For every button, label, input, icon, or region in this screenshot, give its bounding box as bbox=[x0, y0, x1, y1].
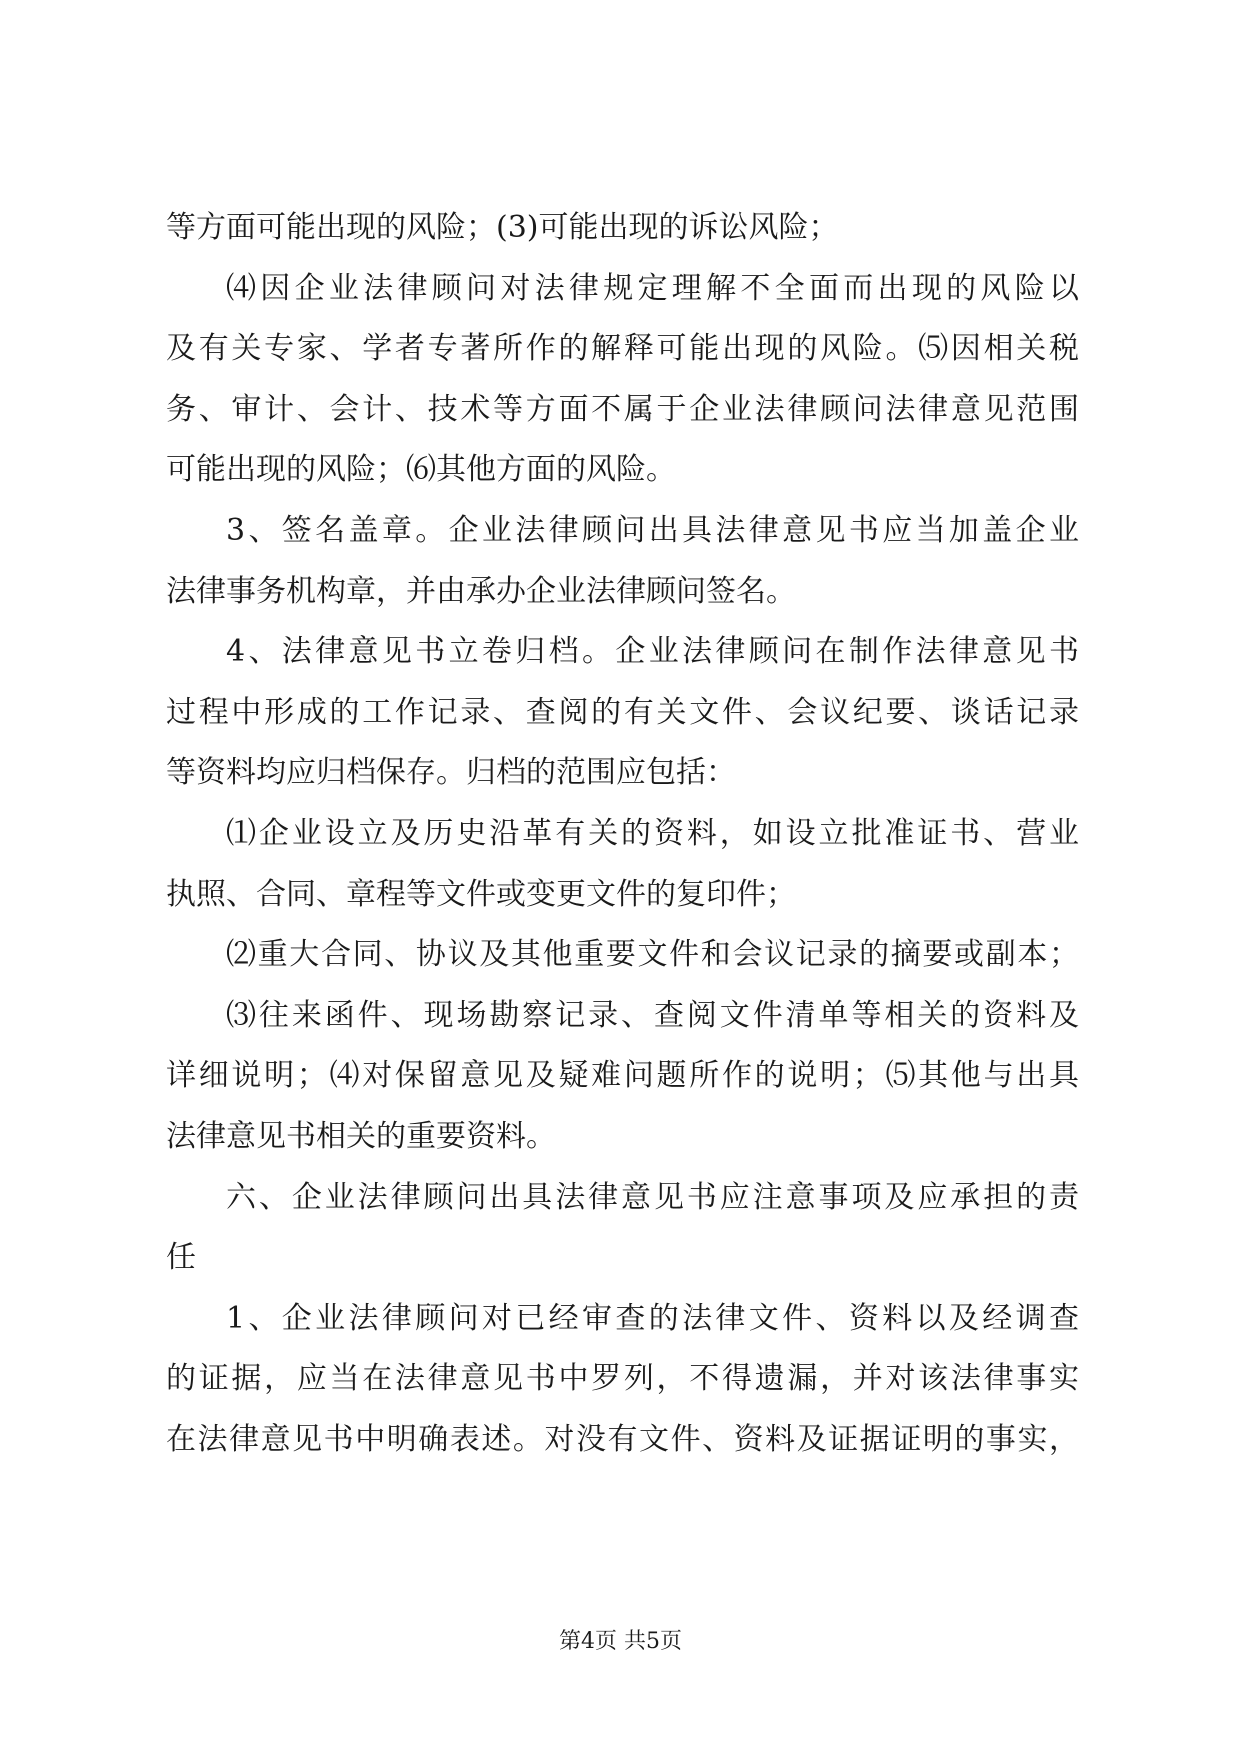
text-line: 执照、合同、章程等文件或变更文件的复印件； bbox=[166, 876, 796, 912]
text-line: ⑶往来函件、现场勘察记录、查阅文件清单等相关的资料及 bbox=[226, 997, 1079, 1033]
section-heading: 六、企业法律顾问出具法律意见书应注意事项及应承担的责 bbox=[226, 1179, 1079, 1215]
text-line: 等资料均应归档保存。归档的范围应包括： bbox=[166, 755, 736, 791]
text-line: ⑴企业设立及历史沿革有关的资料，如设立批准证书、营业 bbox=[226, 815, 1079, 851]
text-line: 详细说明；⑷对保留意见及疑难问题所作的说明；⑸其他与出具 bbox=[166, 1058, 1079, 1094]
text-line: ⑷因企业法律顾问对法律规定理解不全面而出现的风险以 bbox=[226, 270, 1079, 306]
text-line: 在法律意见书中明确表述。对没有文件、资料及证据证明的事实， bbox=[166, 1421, 1079, 1457]
section-heading-continuation: 任 bbox=[166, 1240, 196, 1276]
text-line: 等方面可能出现的风险；(3)可能出现的诉讼风险； bbox=[166, 210, 839, 245]
page-number-footer: 第4页 共5页 bbox=[559, 1629, 682, 1654]
text-line: 可能出现的风险；⑹其他方面的风险。 bbox=[166, 452, 676, 488]
text-line: ⑵重大合同、协议及其他重要文件和会议记录的摘要或副本； bbox=[226, 937, 1079, 973]
body-text bbox=[166, 198, 1079, 1470]
text-line: 1、企业法律顾问对已经审查的法律文件、资料以及经调查 bbox=[226, 1300, 1079, 1336]
text-line: 法律意见书相关的重要资料。 bbox=[166, 1118, 556, 1154]
text-line: 法律事务机构章，并由承办企业法律顾问签名。 bbox=[166, 573, 796, 609]
text-line: 过程中形成的工作记录、查阅的有关文件、会议纪要、谈话记录 bbox=[166, 694, 1079, 730]
text-line: 的证据，应当在法律意见书中罗列，不得遗漏，并对该法律事实 bbox=[166, 1361, 1079, 1397]
text-line: 及有关专家、学者专著所作的解释可能出现的风险。⑸因相关税 bbox=[166, 331, 1079, 367]
text-line: 4、法律意见书立卷归档。企业法律顾问在制作法律意见书 bbox=[226, 634, 1079, 670]
text-line: 3、签名盖章。企业法律顾问出具法律意见书应当加盖企业 bbox=[226, 512, 1079, 548]
text-line: 务、审计、会计、技术等方面不属于企业法律顾问法律意见范围 bbox=[166, 391, 1079, 427]
